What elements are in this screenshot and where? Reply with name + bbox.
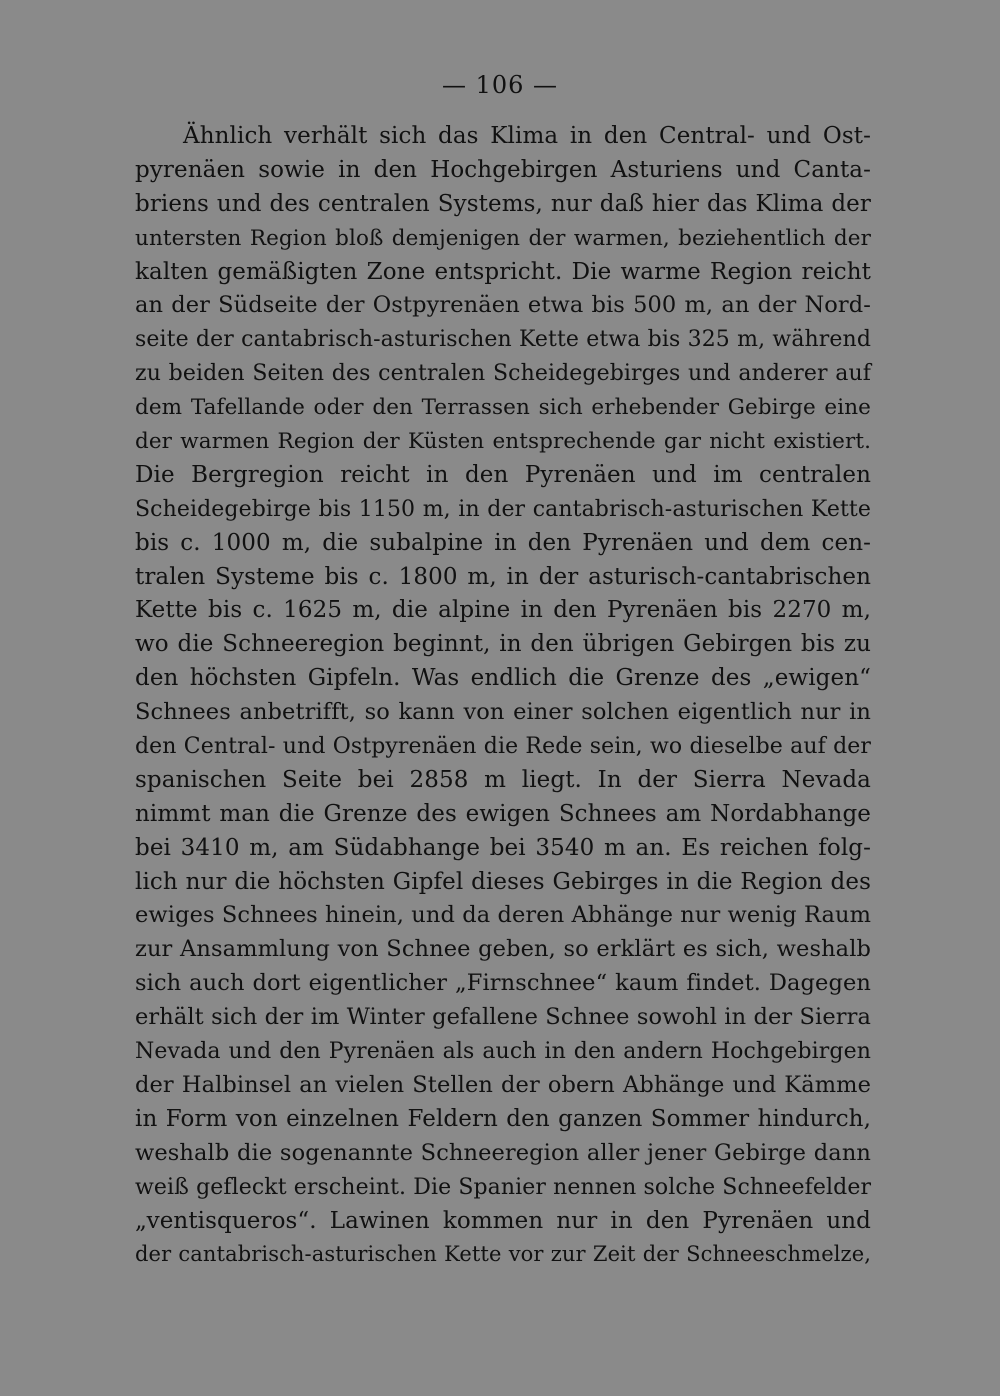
text-line: in Form von einzelnen Feldern den ganzen Sommer hindurch, <box>135 1105 871 1132</box>
text-line: erhält sich der im Winter gefallene Schnee sowohl in der Sierra <box>135 1004 871 1031</box>
text-line: der cantabrisch-asturischen Kette vor zur Zeit der Schneeschmelze, <box>135 1242 871 1267</box>
text-line: nimmt man die Grenze des ewigen Schnees am Nordabhange <box>135 800 871 827</box>
text-line: zur Ansammlung von Schnee geben, so erklärt es sich, weshalb <box>135 936 871 963</box>
text-line: ewiges Schnees hinein, und da deren Abhänge nur wenig Raum <box>135 902 872 929</box>
text-line: seite der cantabrisch-asturischen Kette etwa bis 325 m, während <box>135 327 871 353</box>
text-line: an der Südseite der Ostpyrenäen etwa bis 500 m, an der Nord- <box>135 292 871 319</box>
page-number: — 106 — <box>441 71 559 99</box>
text-line: pyrenäen sowie in den Hochgebirgen Asturiens und Canta- <box>135 156 871 183</box>
text-line: briens und des centralen Systems, nur daß hier das Klima der <box>135 190 871 217</box>
text-line: weiß gefleckt erscheint. Die Spanier nennen solche Schneefelder <box>135 1174 872 1200</box>
text-line: den Central- und Ostpyrenäen die Rede sein, wo dieselbe auf der <box>135 734 871 760</box>
text-line: wo die Schneeregion beginnt, in den übrigen Gebirgen bis zu <box>135 631 871 658</box>
text-line: Schnees anbetrifft, so kann von einer solchen eigentlich nur in <box>135 699 871 726</box>
body-text <box>135 120 871 1272</box>
text-line: kalten gemäßigten Zone entspricht. Die warme Region reicht <box>135 258 871 285</box>
text-line: spanischen Seite bei 2858 m liegt. In der Sierra Nevada <box>135 766 871 793</box>
text-line: Scheidegebirge bis 1150 m, in der cantabrisch-asturischen Kette <box>135 496 871 522</box>
text-line: „ventisqueros“. Lawinen kommen nur in den Pyrenäen und <box>135 1207 871 1234</box>
text-line: den höchsten Gipfeln. Was endlich die Grenze des „ewigen“ <box>135 665 871 692</box>
text-line: tralen Systeme bis c. 1800 m, in der asturisch-cantabrischen <box>135 563 871 590</box>
text-line: der warmen Region der Küsten entsprechende gar nicht existiert. <box>135 429 871 455</box>
text-line: zu beiden Seiten des centralen Scheidegebirges und anderer auf <box>135 361 871 387</box>
text-line: Kette bis c. 1625 m, die alpine in den Pyrenäen bis 2270 m, <box>135 597 871 624</box>
text-line: weshalb die sogenannte Schneeregion aller jener Gebirge dann <box>135 1139 871 1166</box>
text-line: Nevada und den Pyrenäen als auch in den andern Hochgebirgen <box>135 1039 871 1065</box>
text-line: bei 3410 m, am Südabhange bei 3540 m an. Es reichen folg- <box>135 834 871 861</box>
text-line: der Halbinsel an vielen Stellen der obern Abhänge und Kämme <box>135 1071 871 1098</box>
text-line: bis c. 1000 m, die subalpine in den Pyrenäen und dem cen- <box>135 529 871 556</box>
text-line: Ähnlich verhält sich das Klima in den Central- und Ost- <box>183 123 871 149</box>
text-line: Die Bergregion reicht in den Pyrenäen und im centralen <box>135 461 871 488</box>
text-line: sich auch dort eigentlicher „Firnschnee“ kaum findet. Dagegen <box>135 970 871 997</box>
text-line: untersten Region bloß demjenigen der warmen, beziehentlich der <box>135 225 871 251</box>
text-line: lich nur die höchsten Gipfel dieses Gebirges in die Region des <box>135 868 871 895</box>
text-line: dem Tafellande oder den Terrassen sich erhebender Gebirge eine <box>135 395 871 421</box>
